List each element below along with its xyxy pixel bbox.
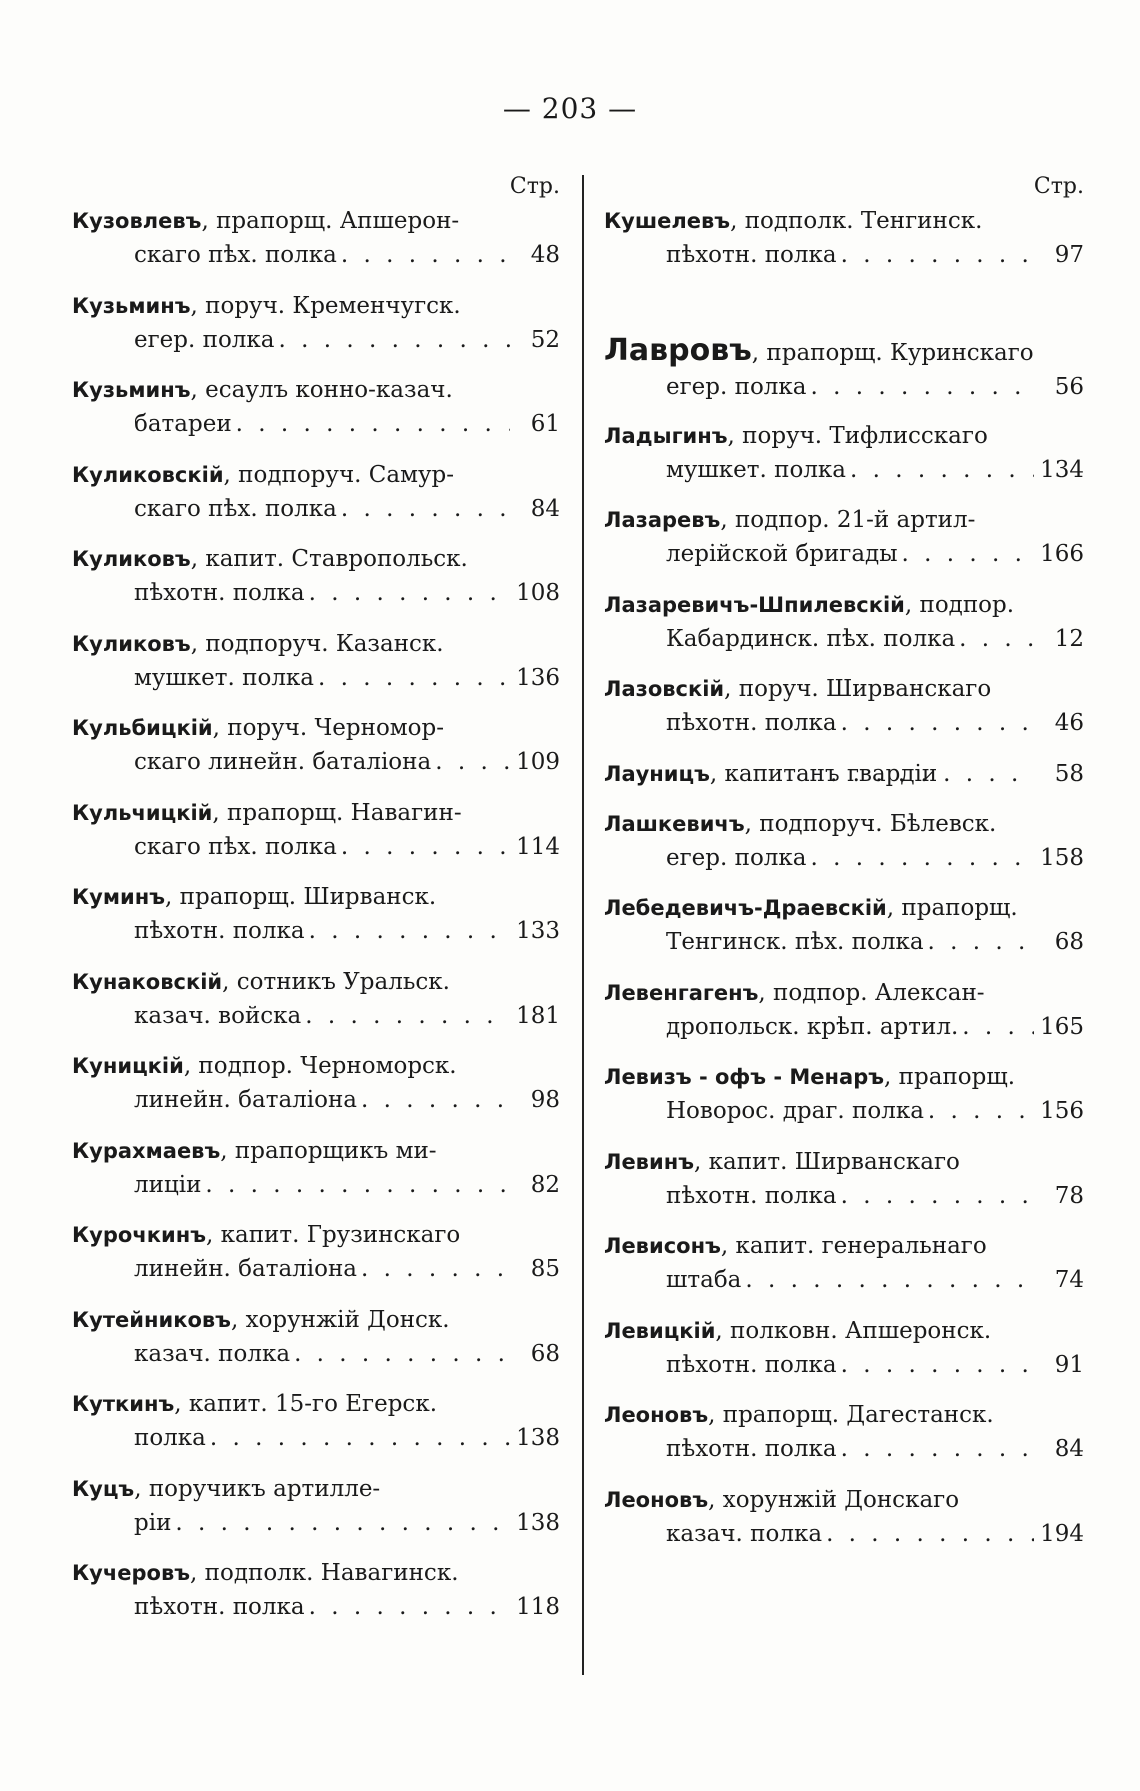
entry-rank-unit: , поручикъ артилле- [134, 1475, 381, 1502]
entry-page-number: 165 [1040, 1013, 1084, 1040]
entry-unit-continued: казач. полка [134, 1340, 291, 1367]
index-entry [72, 1472, 560, 1557]
entry-rank-unit: , подполк. Тенгинск. [730, 208, 983, 234]
entry-page-number: 12 [1054, 625, 1084, 652]
dot-leader [309, 914, 510, 948]
entry-surname: Куликовъ [72, 631, 191, 656]
entry-page-number: 181 [516, 1002, 560, 1029]
entry-surname: Лазовскій [604, 677, 725, 701]
entry-rank-unit: , подпор. Черноморск. [183, 1053, 457, 1079]
entry-rank-unit: , полковн. Апшеронск. [715, 1317, 992, 1344]
entry-surname: Куницкій [72, 1054, 184, 1078]
index-entry [604, 1060, 1084, 1145]
entry-surname: Лазаревичъ-Шпилевскій [604, 592, 905, 617]
entry-surname: Левенгагенъ [604, 980, 759, 1005]
index-entry [604, 503, 1084, 588]
index-entry [604, 757, 1084, 807]
index-entry [604, 672, 1084, 757]
entry-unit-continued: пѣхотн. полка [134, 918, 305, 944]
entry-unit-continued: Кабардинск. пѣх. полка [666, 625, 956, 652]
dot-leader [309, 1590, 510, 1624]
index-entry [72, 965, 560, 1050]
entry-surname: Кучеровъ [72, 1561, 191, 1585]
entry-page-number: 109 [516, 749, 560, 775]
entry-unit-continued: казач. полка [666, 1520, 823, 1547]
entry-surname: Лашкевичъ [604, 811, 745, 836]
entry-page-number: 68 [1054, 929, 1084, 955]
entry-page-number: 84 [1054, 1436, 1084, 1462]
entry-unit-continued: егер. полка [134, 326, 275, 353]
entry-surname: Куткинъ [72, 1392, 175, 1416]
entry-unit-continued: пѣхотн. полка [134, 1594, 305, 1620]
entry-rank-unit: , капит. Ставропольск. [190, 546, 468, 572]
entry-unit-continued: егер. полка [666, 374, 807, 400]
index-entry [72, 542, 560, 627]
entry-page-number: 46 [1054, 710, 1084, 736]
dot-leader [435, 745, 510, 779]
entry-rank-unit: , прапорщ. Ширванск. [165, 884, 437, 910]
entry-page-number: 98 [530, 1087, 560, 1113]
entry-surname: Левинъ [604, 1149, 694, 1174]
entry-rank-unit: , поруч. Кременчугск. [190, 292, 461, 319]
entry-unit-continued: скаго пѣх. полка [134, 833, 337, 860]
dot-leader [318, 661, 510, 695]
entry-surname: Куминъ [72, 885, 166, 909]
entry-rank-unit: , хорунжій Донск. [230, 1306, 450, 1333]
entry-rank-unit: , прапорщ. Апшерон- [201, 208, 460, 234]
entry-page-number: 118 [516, 1594, 560, 1620]
entry-surname: Кунаковскій [72, 969, 223, 994]
entry-page-number: 84 [530, 495, 560, 522]
entry-page-number: 48 [530, 242, 560, 268]
entry-rank-unit: , есаулъ конно-казач. [190, 377, 453, 403]
entry-page-number: 114 [516, 833, 560, 860]
entry-unit-continued: батареи [134, 411, 232, 437]
entry-rank-unit: , прапорщикъ ми- [220, 1137, 437, 1164]
dot-leader [341, 238, 510, 272]
entry-unit-continued: линейн. баталіона [134, 1256, 358, 1282]
dot-leader [341, 492, 510, 526]
index-entry [72, 204, 560, 289]
index-entry [72, 289, 560, 374]
entry-page-number: 56 [1054, 374, 1084, 400]
index-entry [604, 976, 1084, 1061]
entry-rank-unit: , подпоруч. Самур- [223, 461, 454, 488]
dot-leader [175, 1506, 510, 1540]
entry-unit-continued: скаго пѣх. полка [134, 242, 337, 268]
entry-rank-unit: , подпор. Алексан- [758, 979, 985, 1006]
entry-surname: Курахмаевъ [72, 1138, 221, 1163]
entry-surname: Лазаревъ [604, 508, 721, 532]
entry-unit-continued: скаго пѣх. полка [134, 495, 337, 522]
entry-unit-continued: линейн. баталіона [134, 1087, 358, 1113]
page-column-header: Стр. [1033, 174, 1084, 199]
entry-page-number: 61 [530, 411, 560, 437]
dot-leader [305, 999, 510, 1033]
index-entry [604, 1229, 1084, 1314]
entry-rank-unit: , поруч. Черномор- [212, 715, 445, 741]
index-entry [72, 1556, 560, 1641]
entry-page-number: 52 [530, 326, 560, 353]
index-entry [604, 807, 1084, 892]
entry-rank-unit: , прапорщ. [884, 1064, 1016, 1090]
entry-surname: Кульбицкій [72, 716, 213, 740]
entry-page-number: 138 [516, 1509, 560, 1536]
entry-unit-continued: дропольск. крѣп. артил. [666, 1013, 959, 1040]
index-entry [72, 796, 560, 881]
entry-rank-unit: , капитанъ гвардіи [709, 760, 938, 787]
dot-leader [902, 537, 1034, 571]
entry-surname: Лавровъ [604, 333, 752, 368]
entry-page-number: 133 [516, 918, 560, 944]
index-entry [72, 1218, 560, 1303]
entry-rank-unit: , подпор. 21-й артил- [720, 507, 976, 533]
dot-leader [959, 622, 1034, 656]
entry-page-number: 78 [1054, 1182, 1084, 1209]
entry-rank-unit: , капит. генеральнаго [720, 1233, 987, 1259]
index-entry [604, 1314, 1084, 1399]
entry-surname: Куликовъ [72, 547, 191, 571]
entry-surname: Кузовлевъ [72, 209, 202, 233]
page-number: — 203 — [502, 92, 638, 125]
index-entry [604, 334, 1084, 419]
index-entry [604, 1483, 1084, 1568]
entry-page-number: 108 [516, 580, 560, 606]
dot-leader [236, 407, 510, 441]
entry-page-number: 134 [1040, 456, 1084, 483]
entry-page-number: 85 [530, 1256, 560, 1282]
entry-rank-unit: , капит. Ширванскаго [693, 1148, 960, 1175]
entry-surname: Левицкій [604, 1318, 716, 1343]
entry-page-number: 138 [516, 1425, 560, 1451]
index-entry [604, 1398, 1084, 1483]
entry-unit-continued: пѣхотн. полка [134, 580, 305, 606]
dot-leader [745, 1263, 1034, 1297]
entry-page-number: 58 [1054, 760, 1084, 787]
dot-leader [811, 370, 1035, 404]
entry-rank-unit: , капит. 15-го Егерск. [174, 1391, 437, 1417]
entry-surname: Левисонъ [604, 1234, 721, 1258]
entry-unit-continued: Новорос. драг. полка [666, 1098, 924, 1124]
entry-unit-continued: егер. полка [666, 844, 807, 871]
entry-rank-unit: , хорунжій Донскаго [708, 1486, 960, 1513]
entry-page-number: 74 [1054, 1267, 1084, 1293]
entry-unit-continued: пѣхотн. полка [666, 1182, 837, 1209]
entry-surname: Кульчицкій [72, 800, 213, 825]
dot-leader [826, 1517, 1034, 1551]
index-entry [604, 588, 1084, 673]
entry-surname: Ладыгинъ [604, 423, 728, 448]
entry-unit-continued: пѣхотн. полка [666, 242, 837, 268]
entry-unit-continued: лерійской бригады [666, 541, 898, 567]
left-column [72, 170, 560, 1641]
index-entry [72, 1387, 560, 1472]
entry-page-number: 136 [516, 664, 560, 691]
dot-leader [841, 1348, 1034, 1382]
entry-rank-unit: , прапорщ. Куринскаго [751, 340, 1034, 366]
entry-page-number: 166 [1040, 541, 1084, 567]
entry-surname: Кузьминъ [72, 293, 191, 318]
entry-surname: Левизъ - офъ - Менаръ [604, 1065, 885, 1089]
entry-rank-unit: , прапорщ. Навагин- [212, 799, 462, 826]
index-entry [604, 1145, 1084, 1230]
index-entry [72, 1134, 560, 1219]
index-entry [604, 419, 1084, 504]
entry-unit-continued: мушкет. полка [666, 456, 847, 483]
dot-leader [294, 1337, 510, 1371]
right-column [604, 170, 1084, 1567]
index-entry [72, 627, 560, 712]
entry-page-number: 158 [1040, 844, 1084, 871]
dot-leader [928, 1094, 1034, 1128]
entry-page-number: 97 [1054, 242, 1084, 268]
entry-page-number: 156 [1040, 1098, 1084, 1124]
entry-surname: Лебедевичъ-Драевскій [604, 896, 887, 920]
dot-leader [341, 830, 510, 864]
dot-leader [962, 1010, 1034, 1044]
index-entry [604, 891, 1084, 976]
entry-surname: Курочкинъ [72, 1223, 206, 1247]
entry-rank-unit: , подпор. [904, 591, 1015, 618]
entry-surname: Куликовскій [72, 462, 224, 487]
index-entry [72, 373, 560, 458]
entry-surname: Леоновъ [604, 1487, 709, 1512]
index-entry [72, 880, 560, 965]
page-column-header: Стр. [509, 174, 560, 199]
dot-leader [841, 706, 1034, 740]
dot-leader [361, 1083, 510, 1117]
entry-surname: Кутейниковъ [72, 1307, 231, 1332]
entry-unit-continued: штаба [666, 1267, 742, 1293]
index-entry [72, 458, 560, 543]
entry-page-number: 82 [530, 1171, 560, 1198]
dot-leader [850, 453, 1034, 487]
entry-surname: Лауницъ [604, 761, 710, 786]
dot-leader [361, 1252, 510, 1286]
entry-unit-continued: ріи [134, 1509, 172, 1536]
index-entry [72, 1303, 560, 1388]
entry-surname: Леоновъ [604, 1403, 709, 1427]
dot-leader [841, 238, 1034, 272]
index-entry [604, 204, 1084, 334]
entry-rank-unit: , подполк. Навагинск. [190, 1560, 459, 1586]
entry-surname: Кушелевъ [604, 209, 731, 233]
entry-unit-continued: пѣхотн. полка [666, 1351, 837, 1378]
entry-rank-unit: , прапорщ. Дагестанск. [708, 1402, 994, 1428]
left-entries [72, 204, 560, 1641]
dot-leader [841, 1432, 1034, 1466]
entry-unit-continued: полка [134, 1425, 206, 1451]
entry-surname: Кузьминъ [72, 378, 191, 402]
entry-unit-continued: пѣхотн. полка [666, 1436, 837, 1462]
dot-leader [309, 576, 510, 610]
entry-unit-continued: лиціи [134, 1171, 202, 1198]
index-entry [72, 711, 560, 796]
entry-rank-unit: , поруч. Ширванскаго [724, 676, 992, 702]
dot-leader [830, 757, 1034, 791]
entry-unit-continued: мушкет. полка [134, 664, 315, 691]
entry-rank-unit: , подпоруч. Казанск. [190, 630, 444, 657]
column-divider [582, 175, 584, 1675]
index-entry [72, 1049, 560, 1134]
entry-page-number: 91 [1054, 1351, 1084, 1378]
dot-leader [279, 323, 511, 357]
entry-rank-unit: , сотникъ Уральск. [222, 968, 450, 995]
dot-leader [841, 1179, 1034, 1213]
dot-leader [811, 841, 1035, 875]
entry-rank-unit: , подпоруч. Бѣлевск. [744, 810, 997, 837]
entry-unit-continued: пѣхотн. полка [666, 710, 837, 736]
dot-leader [928, 925, 1034, 959]
entry-unit-continued: казач. войска [134, 1002, 302, 1029]
entry-rank-unit: , капит. Грузинскаго [206, 1222, 461, 1248]
right-entries [604, 204, 1084, 1567]
entry-rank-unit: , поруч. Тифлисскаго [727, 422, 988, 449]
entry-page-number: 68 [530, 1340, 560, 1367]
entry-page-number: 194 [1040, 1520, 1084, 1547]
entry-unit-continued: скаго линейн. баталіона [134, 749, 432, 775]
dot-leader [205, 1168, 510, 1202]
entry-surname: Куцъ [72, 1476, 135, 1501]
entry-rank-unit: , прапорщ. [886, 895, 1018, 921]
dot-leader [210, 1421, 510, 1455]
entry-unit-continued: Тенгинск. пѣх. полка [666, 929, 924, 955]
